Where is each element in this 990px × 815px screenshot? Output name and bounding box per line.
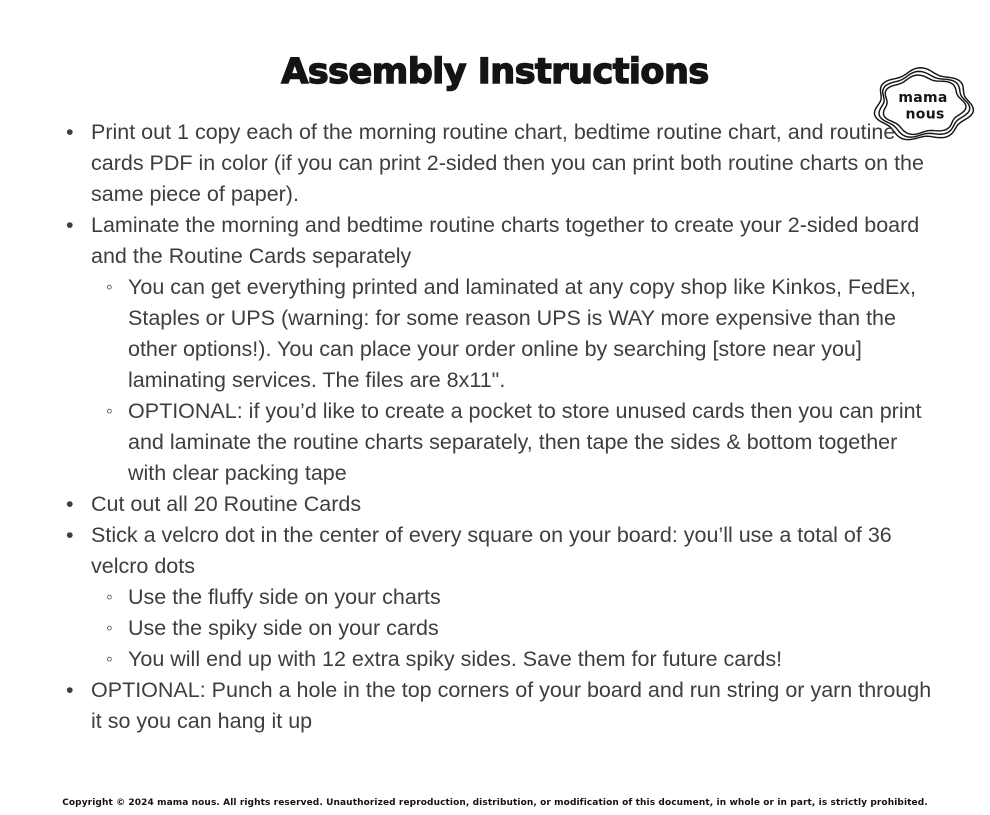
list-item [55, 489, 937, 520]
sub-list-item-text: Use the fluffy side on your charts [128, 585, 441, 609]
list-item [55, 675, 937, 737]
list-item [55, 117, 937, 210]
hollow-bullet-icon: ◦ [106, 618, 113, 639]
sub-list-item [91, 644, 937, 675]
list-item-text: OPTIONAL: Punch a hole in the top corners of your board and run string or yarn through it so you can hang it up [91, 678, 932, 733]
list-item-text: Cut out all 20 Routine Cards [91, 492, 362, 516]
instructions-content [55, 117, 937, 737]
list-item-text: Print out 1 copy each of the morning routine chart, bedtime routine chart, and routine cards PDF in color (if you can print 2-sided then you can print both routine charts on the same piece of paper). [91, 120, 924, 206]
list-item-text: Laminate the morning and bedtime routine charts together to create your 2-sided board and the Routine Cards separately [91, 213, 920, 268]
bullet-icon: • [66, 213, 74, 237]
page-title: Assembly Instructions [281, 52, 709, 92]
copyright-notice: Copyright © 2024 mama nous. All rights reserved. Unauthorized reproduction, distribution, or modification of this document, in whole or in part, is strictly prohibited. [62, 798, 928, 808]
logo-text-line1: mama [898, 89, 948, 106]
sub-list-item-text: OPTIONAL: if you’d like to create a pocket to store unused cards then you can print and laminate the routine charts separately, then tape the sides & bottom together with clear packing tape [128, 399, 922, 485]
list-item [55, 210, 937, 489]
list-item [55, 520, 937, 675]
bullet-icon: • [66, 492, 74, 516]
bullet-icon: • [66, 678, 74, 702]
sub-list-item-text: Use the spiky side on your cards [128, 616, 439, 640]
logo-text-line2: nous [905, 106, 945, 123]
sub-list [91, 582, 937, 675]
hollow-bullet-icon: ◦ [106, 649, 113, 670]
sub-list-item [91, 582, 937, 613]
hollow-bullet-icon: ◦ [106, 277, 113, 298]
bullet-icon: • [66, 120, 74, 144]
sub-list-item [91, 613, 937, 644]
sub-list-item-text: You will end up with 12 extra spiky sides. Save them for future cards! [128, 647, 783, 671]
bullet-icon: • [66, 523, 74, 547]
sub-list-item [91, 396, 937, 489]
list-item-text: Stick a velcro dot in the center of every square on your board: you’ll use a total of 36 velcro dots [91, 523, 892, 578]
instructions-list [55, 117, 937, 737]
hollow-bullet-icon: ◦ [106, 401, 113, 422]
sub-list-item-text: You can get everything printed and laminated at any copy shop like Kinkos, FedEx, Staples or UPS (warning: for some reason UPS is WAY more expensive than the other options!). You can place your order online by searching [store near you] laminating services. The files are 8x11". [128, 275, 917, 392]
sub-list [91, 272, 937, 489]
hollow-bullet-icon: ◦ [106, 587, 113, 608]
sub-list-item [91, 272, 937, 396]
document-page [0, 50, 990, 815]
